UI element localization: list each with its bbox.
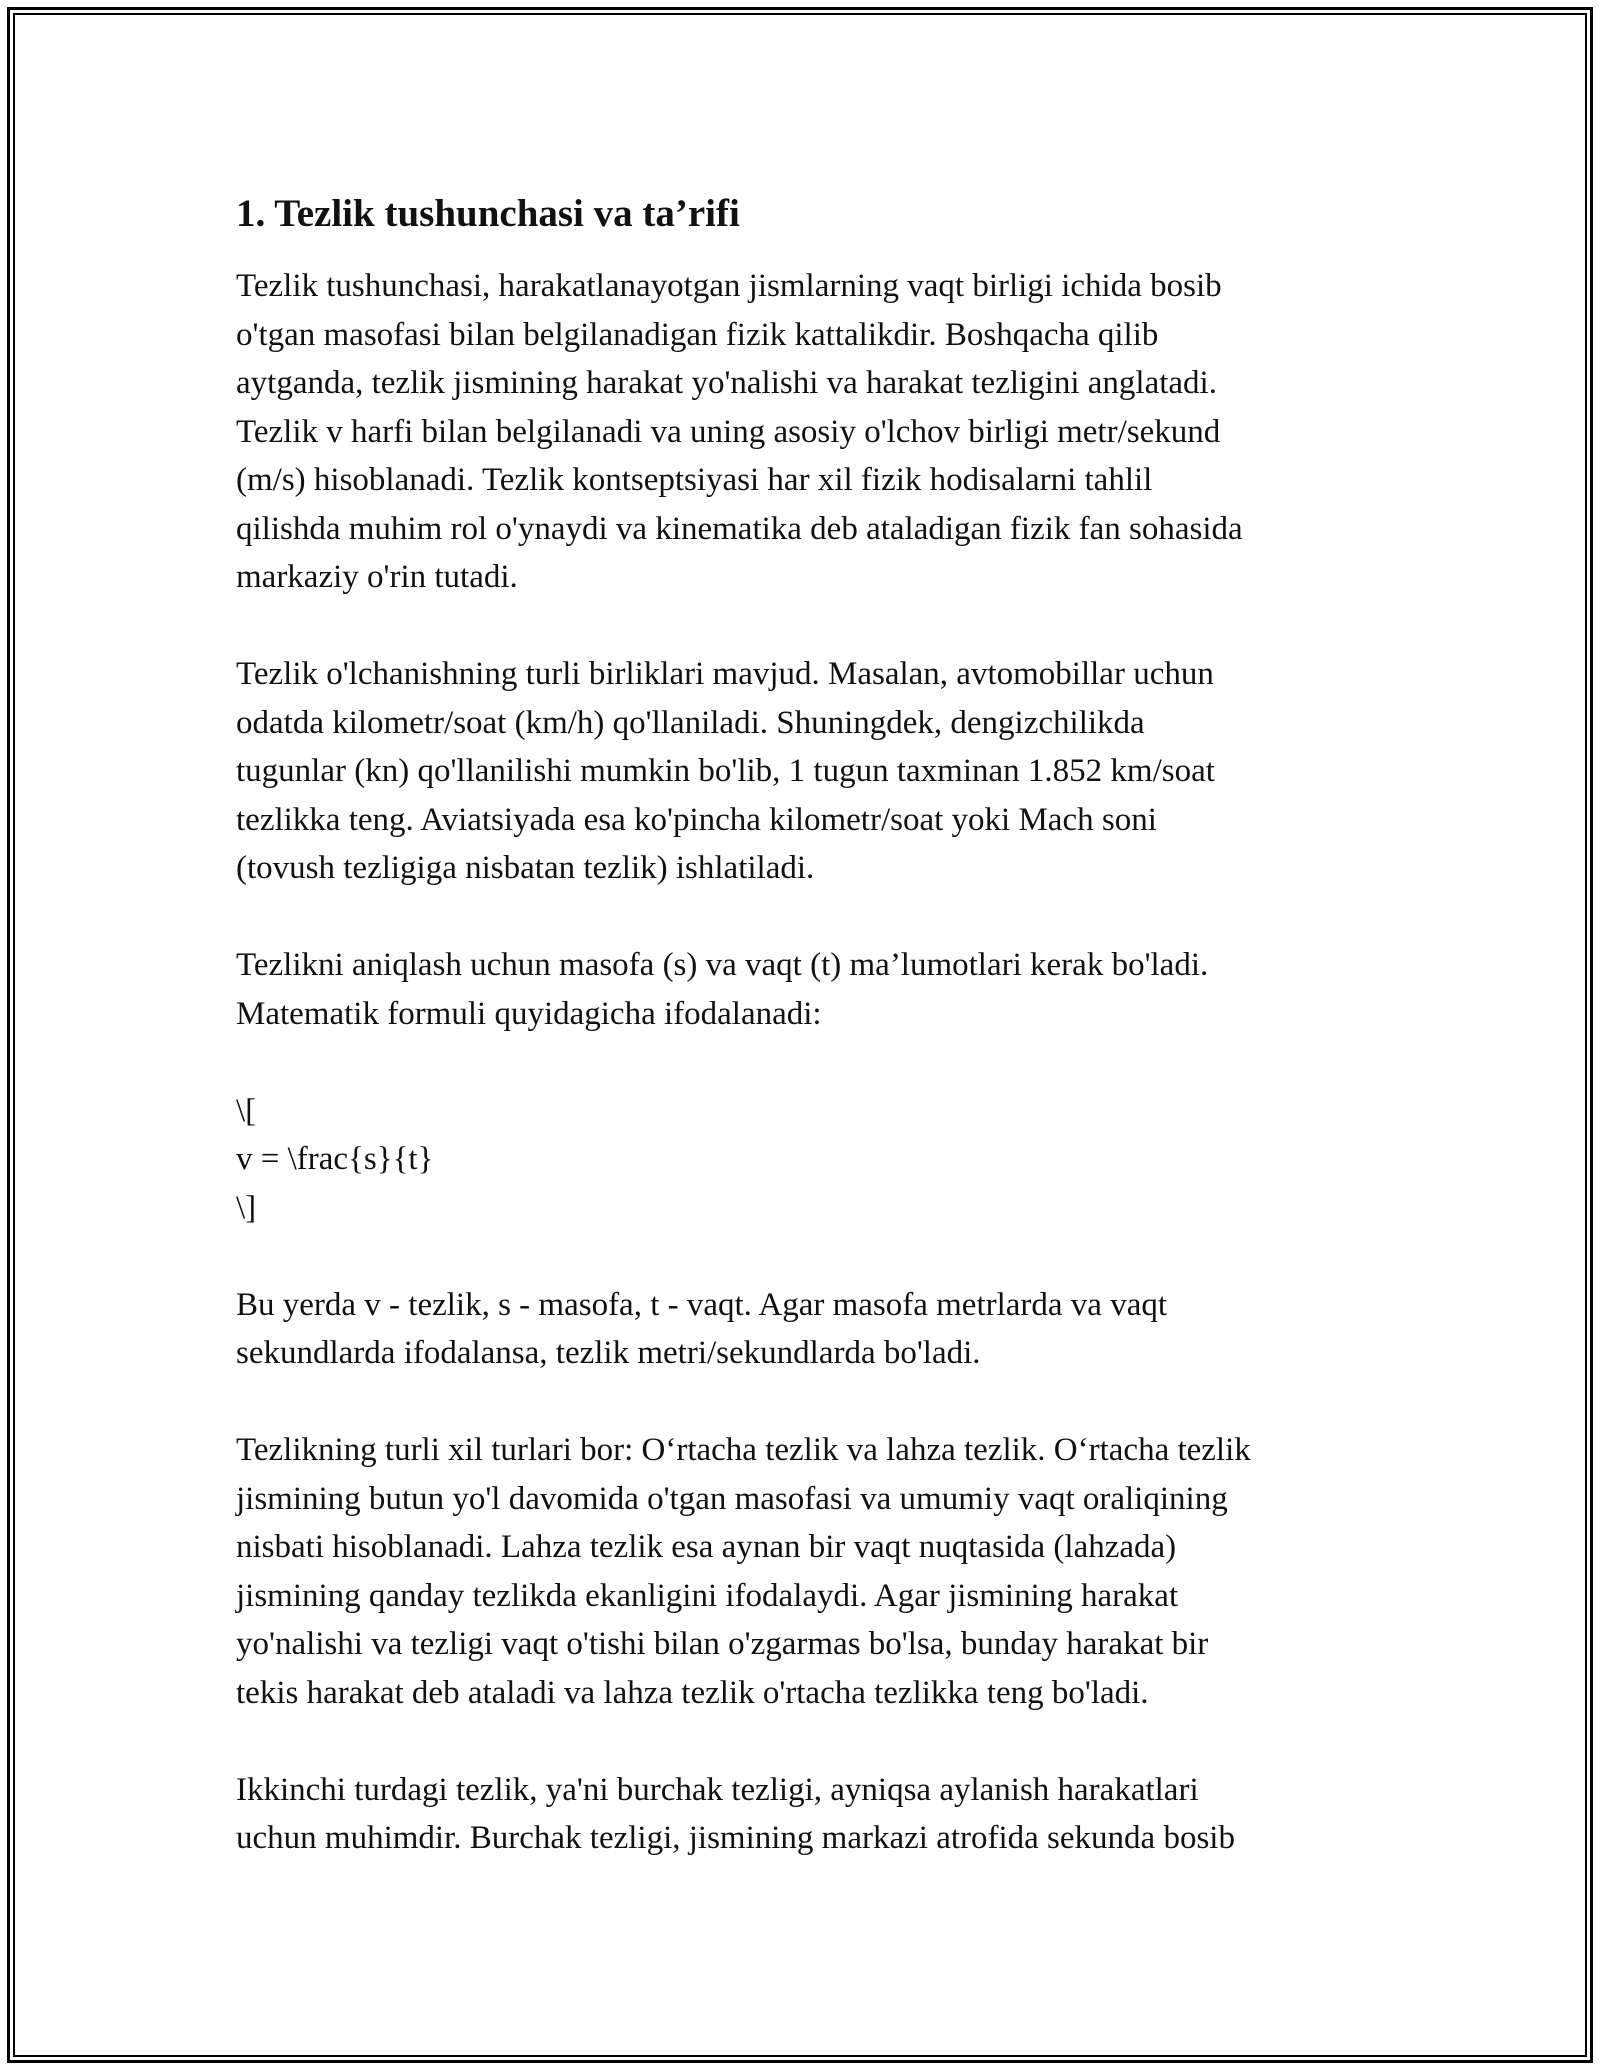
section-heading: 1. Tezlik tushunchasi va ta’rifi	[236, 192, 740, 235]
paragraph-angular-speed: Ikkinchi turdagi tezlik, ya'ni burchak tezligi, ayniqsa aylanish harakatlari uchun muhimdir. Burchak tezligi, jismining markazi atrofida sekunda bosib	[236, 1771, 1235, 1856]
paragraph-definition: Tezlik tushunchasi, harakatlanayotgan jismlarning vaqt birligi ichida bosib o'tgan masofasi bilan belgilanadigan fizik kattalikdir. Boshqacha qilib aytganda, tezlik jismining harakat yo'nalishi va harakat tezligini anglatadi. Tezlik v harfi bilan belgilanadi va uning asosiy o'lchov birligi metr/sekund (m/s) hisoblanadi. Tezlik kontseptsiyasi har xil fizik hodisalarni tahlil qilishda muhim rol o'ynaydi va kinematika deb ataladigan fizik fan sohasida markaziy o'rin tutadi.	[236, 268, 1243, 595]
paragraph-formula-explanation: Bu yerda v - tezlik, s - masofa, t - vaqt. Agar masofa metrlarda va vaqt sekundlarda ifodalansa, tezlik metri/sekundlarda bo'ladi.	[236, 1286, 1168, 1371]
document-body	[236, 190, 1386, 1863]
paragraph-formula-intro: Tezlikni aniqlash uchun masofa (s) va vaqt (t) ma’lumotlari kerak bo'ladi. Matematik formuli quyidagicha ifodalanadi:	[236, 947, 1209, 1032]
paragraph-units: Tezlik o'lchanishning turli birliklari mavjud. Masalan, avtomobillar uchun odatda kilometr/soat (km/h) qo'llaniladi. Shuningdek, dengizchilikda tugunlar (kn) qo'llanilishi mumkin bo'lib, 1 tugun taxminan 1.852 km/soat tezlikka teng. Aviatsiyada esa ko'pincha kilometr/soat yoki Mach soni (tovush tezligiga nisbatan tezlik) ishlatiladi.	[236, 656, 1215, 886]
formula-block: \[ v = \frac{s}{t} \]	[236, 1092, 434, 1226]
paragraph-speed-types: Tezlikning turli xil turlari bor: O‘rtacha tezlik va lahza tezlik. O‘rtacha tezlik jismining butun yo'l davomida o'tgan masofasi va umumiy vaqt oraliqining nisbati hisoblanadi. Lahza tezlik esa aynan bir vaqt nuqtasida (lahzada) jismining qanday tezlikda ekanligini ifodalaydi. Agar jismining harakat yo'nalishi va tezligi vaqt o'tishi bilan o'zgarmas bo'lsa, bunday harakat bir tekis harakat deb ataladi va lahza tezlik o'rtacha tezlikka teng bo'ladi.	[236, 1432, 1251, 1711]
